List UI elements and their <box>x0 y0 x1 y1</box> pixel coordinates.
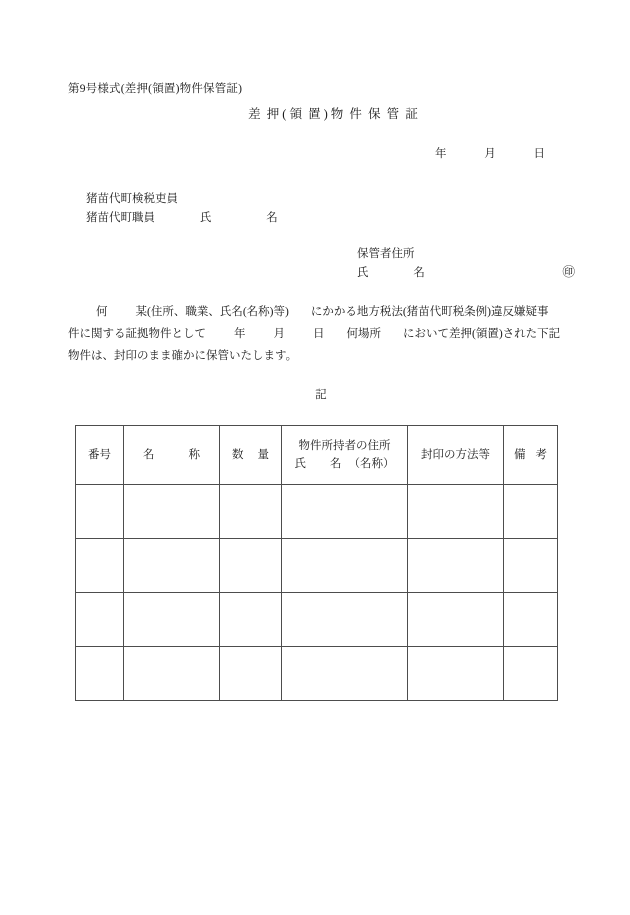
column-header-quantity-text: 数 量 <box>232 449 269 461</box>
title-part-2: 押(領 <box>266 107 305 121</box>
body-evidence-phrase: 件に関する証拠物件として <box>68 328 206 340</box>
custodian-address-label: 保管者住所 <box>357 248 415 260</box>
body-day-label: 日 <box>313 328 325 340</box>
form-code-label: 第9号様式(差押(領置)物件保管証) <box>68 83 243 95</box>
custodian-givenname-label: 名 <box>413 267 425 279</box>
cell-owner[interactable] <box>282 485 408 539</box>
date-day-label: 日 <box>533 148 545 160</box>
issuer-staff-line <box>86 209 278 228</box>
cell-sealing-method[interactable] <box>408 539 504 593</box>
cell-owner[interactable] <box>282 539 408 593</box>
cell-owner[interactable] <box>282 593 408 647</box>
cell-number[interactable] <box>76 593 124 647</box>
table-body <box>76 485 558 701</box>
cell-owner[interactable] <box>282 647 408 701</box>
title-part-5: 保 <box>368 107 384 121</box>
column-header-quantity <box>220 426 282 485</box>
column-header-name <box>124 426 220 485</box>
table-row[interactable] <box>76 485 558 539</box>
custodian-surname-label: 氏 <box>357 267 369 279</box>
body-line-3: 物件は、封印のまま確かに保管いたします。 <box>68 350 298 362</box>
date-month-label: 月 <box>484 148 496 160</box>
cell-quantity[interactable] <box>220 485 282 539</box>
cell-sealing-method[interactable] <box>408 485 504 539</box>
cell-quantity[interactable] <box>220 593 282 647</box>
title-part-6: 管 <box>386 107 403 121</box>
date-year-label: 年 <box>435 148 447 160</box>
cell-quantity[interactable] <box>220 647 282 701</box>
cell-name[interactable] <box>124 539 220 593</box>
cell-sealing-method[interactable] <box>408 593 504 647</box>
title-part-3: 置)物 <box>308 107 347 121</box>
column-header-name-text: 名 称 <box>143 449 200 461</box>
column-header-owner-line1: 物件所持者の住所 <box>298 440 391 452</box>
title-part-4: 件 <box>349 107 365 121</box>
seal-stamp-icon: ㊞ <box>562 265 575 279</box>
custodian-name-row <box>357 264 575 283</box>
issuer-inspector-line: 猪苗代町検税吏員 <box>86 193 178 205</box>
title-part-1: 差 <box>248 107 264 121</box>
column-header-sealing-method-text: 封印の方法等 <box>421 449 490 461</box>
cell-number[interactable] <box>76 647 124 701</box>
issuer-surname-label: 氏 <box>199 212 212 224</box>
cell-remarks[interactable] <box>504 485 558 539</box>
body-line-1 <box>68 301 566 323</box>
cell-number[interactable] <box>76 539 124 593</box>
issuer-block <box>86 190 278 228</box>
ki-marker: 記 <box>315 389 327 401</box>
table-header-row <box>76 426 558 485</box>
title-part-7: 証 <box>405 107 418 121</box>
cell-remarks[interactable] <box>504 647 558 701</box>
cell-name[interactable] <box>124 485 220 539</box>
issuer-role-label: 猪苗代町職員 <box>86 212 155 224</box>
column-header-number-text: 番号 <box>88 449 111 461</box>
body-place-label: 何場所 <box>346 328 381 340</box>
body-law-reference: にかかる地方税法(猪苗代町税条例)違反嫌疑事 <box>310 306 549 318</box>
column-header-number <box>76 426 124 485</box>
body-subject-nani: 何 <box>96 306 108 318</box>
column-header-owner-line2: 氏 名 （名称） <box>294 458 395 470</box>
cell-number[interactable] <box>76 485 124 539</box>
body-subject-detail: 某(住所、職業、氏名(名称)等) <box>135 306 289 318</box>
cell-quantity[interactable] <box>220 539 282 593</box>
seized-items-table <box>75 425 558 701</box>
cell-sealing-method[interactable] <box>408 647 504 701</box>
column-header-sealing-method <box>408 426 504 485</box>
cell-remarks[interactable] <box>504 539 558 593</box>
body-month-label: 月 <box>273 328 285 340</box>
body-year-label: 年 <box>234 328 246 340</box>
issuer-givenname-label: 名 <box>266 212 278 224</box>
document-title <box>0 104 630 122</box>
custodian-block <box>357 245 575 283</box>
table-row[interactable] <box>76 647 558 701</box>
body-paragraph <box>68 301 566 367</box>
date-line <box>435 145 545 161</box>
cell-name[interactable] <box>124 647 220 701</box>
column-header-owner <box>282 426 408 485</box>
table-row[interactable] <box>76 593 558 647</box>
cell-name[interactable] <box>124 593 220 647</box>
cell-remarks[interactable] <box>504 593 558 647</box>
body-seizure-phrase: において差押(領置)された下記 <box>403 328 561 340</box>
column-header-remarks-text: 備 考 <box>514 449 547 461</box>
table-row[interactable] <box>76 539 558 593</box>
body-line-2 <box>68 323 566 345</box>
column-header-remarks <box>504 426 558 485</box>
